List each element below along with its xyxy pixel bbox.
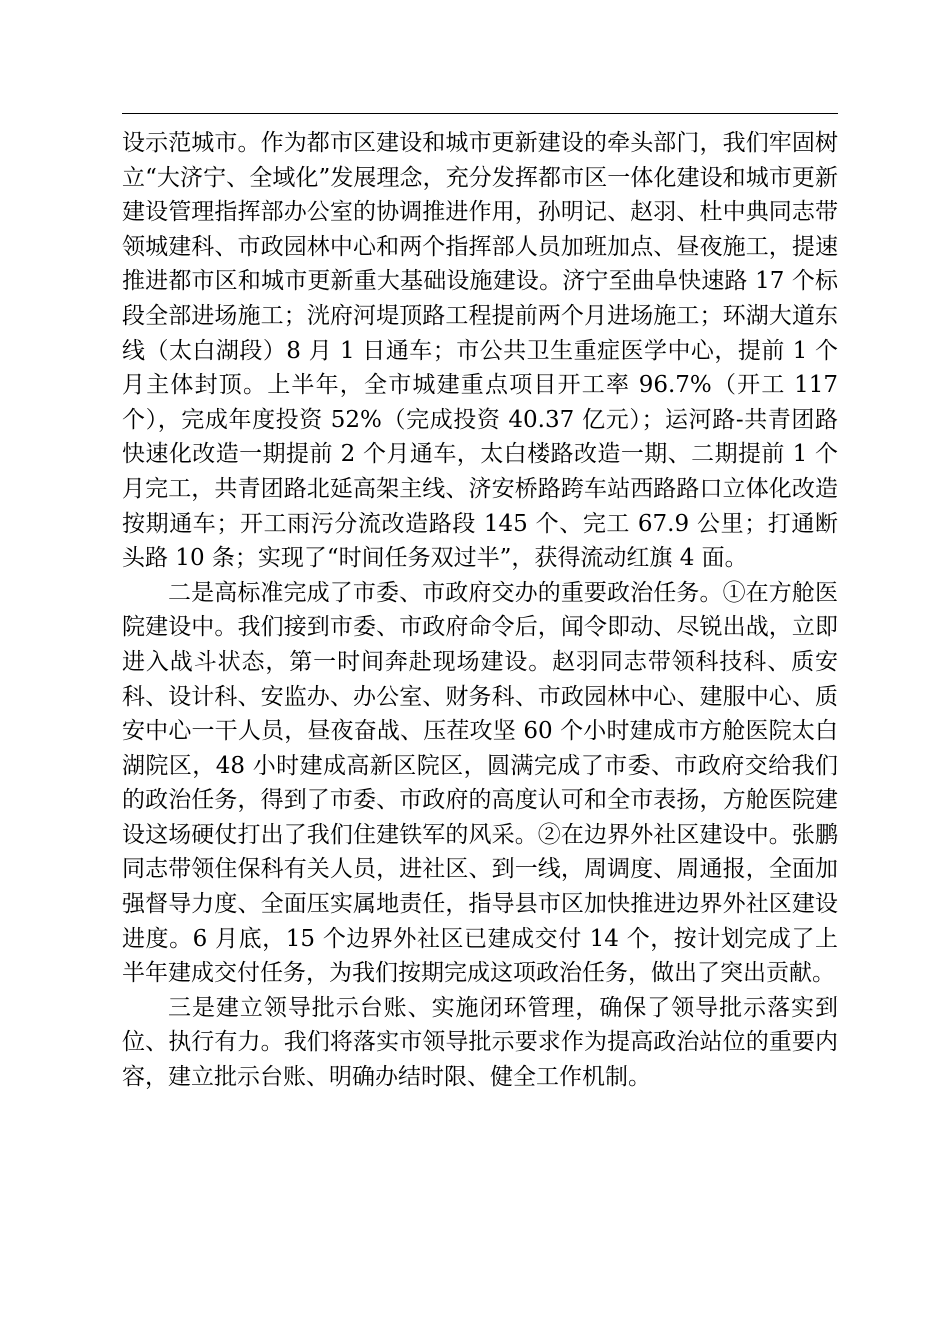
header-rule [122,113,838,114]
paragraph-political-tasks: 二是高标准完成了市委、市政府交办的重要政治任务。①在方舱医院建设中。我们接到市委、市政府命令后，闻令即动、尽锐出战，立即进入战斗状态，第一时间奔赴现场建设。赵羽同志带领科技科、质安科、设计科、安监办、办公室、财务科、市政园林中心、建服中心、质安中心一干人员，昼夜奋战、压茬攻坚 60 个小时建成市方舱医院太白湖院区，48 小时建成高新区院区，圆满完成了市委、市政府交给我们的政治任务，得到了市委、市政府的高度认可和全市表扬，方舱医院建设这场硬仗打出了我们住建铁军的风采。②在边界外社区建设中。张鹏同志带领住保科有关人员，进社区、到一线，周调度、周通报，全面加强督导力度、全面压实属地责任，指导县市区加快推进边界外社区建设进度。6 月底，15 个边界外社区已建成交付 14 个，按计划完成了上半年建成交付任务，为我们按期完成这项政治任务，做出了突出贡献。 [122,579,838,987]
paragraph-continuation: 设示范城市。作为都市区建设和城市更新建设的牵头部门，我们牢固树立“大济宁、全域化”发展理念，充分发挥都市区一体化建设和城市更新建设管理指挥部办公室的协调推进作用，孙明记、赵羽、杜中典同志带领城建科、市政园林中心和两个指挥部人员加班加点、昼夜施工，提速推进都市区和城市更新重大基础设施建设。济宁至曲阜快速路 17 个标段全部进场施工；洸府河堤顶路工程提前两个月进场施工；环湖大道东线（太白湖段）8 月 1 日通车；市公共卫生重症医学中心，提前 1 个月主体封顶。上半年，全市城建重点项目开工率 96.7%（开工 117 个），完成年度投资 52%（完成投资 40.37 亿元）；运河路-共青团路快速化改造一期提前 2 个月通车，太白楼路改造一期、二期提前 1 个月完工，共青团路北延高架主线、济安桥路跨车站西路路口立体化改造按期通车；开工雨污分流改造路段 145 个、完工 67.9 公里；打通断头路 10 条；实现了“时间任务双过半”，获得流动红旗 4 面。 [122,130,838,572]
document-body [122,126,838,1095]
paragraph-instruction-ledger: 三是建立领导批示台账、实施闭环管理，确保了领导批示落实到位、执行有力。我们将落实市领导批示要求作为提高政治站位的重要内容，建立批示台账、明确办结时限、健全工作机制。 [122,994,838,1091]
